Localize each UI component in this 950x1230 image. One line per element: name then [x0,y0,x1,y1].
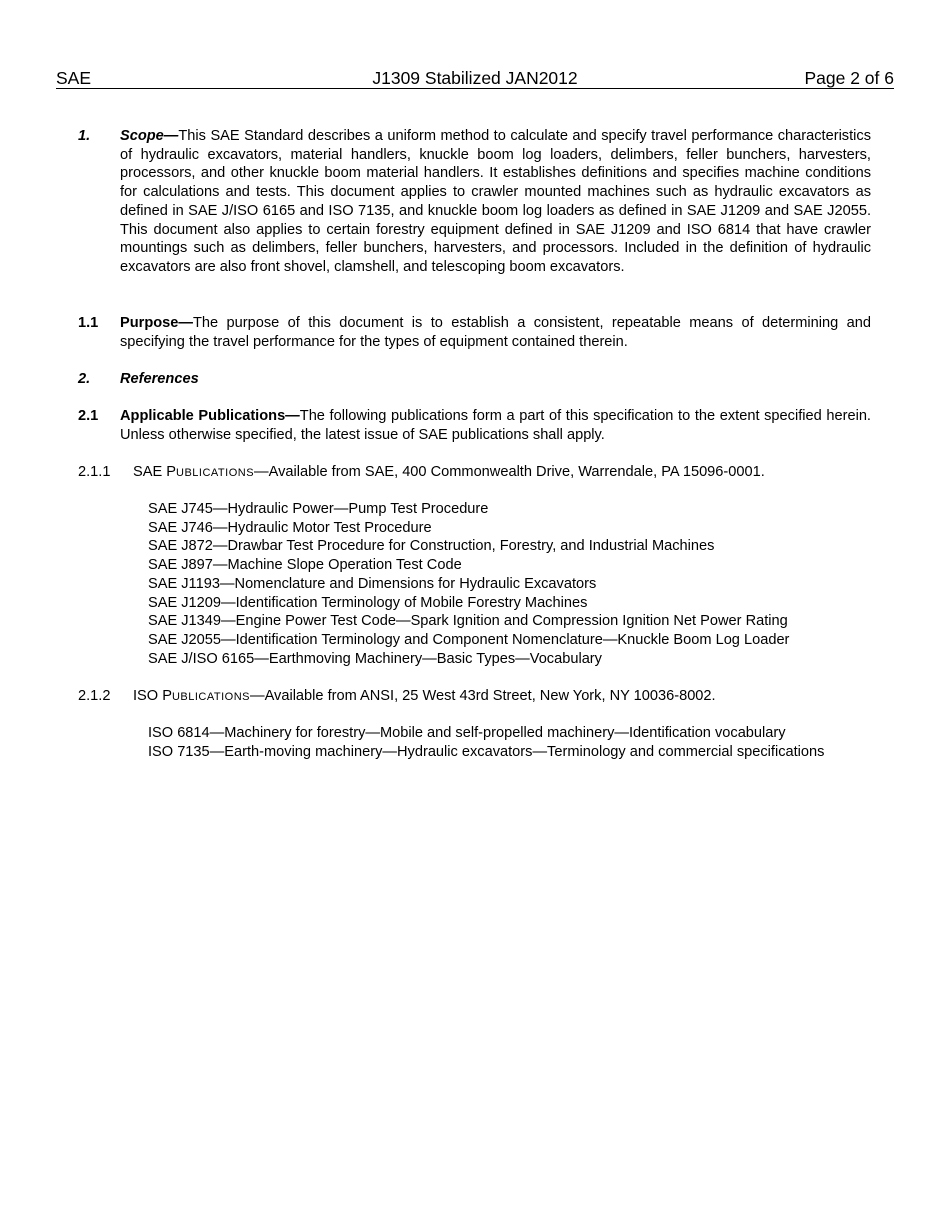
header-document-id: J1309 Stabilized JAN2012 [372,68,578,88]
publications-label-initial: ISO P [133,688,172,704]
section-number: 1. [78,128,91,144]
section-number: 1.1 [78,315,99,331]
section-text: The purpose of this document is to establish a consistent, repeatable means of determining and specifying the travel performance for the types of equipment contained therein. [120,315,871,350]
list-item: ISO 6814—Machinery for forestry—Mobile and self-propelled machinery—Identification vocabulary [148,725,786,741]
list-item: SAE J746—Hydraulic Motor Test Procedure [148,519,432,536]
section-text: The following publications form a part of this specification to the extent specified herein. Unless otherwise specified, the latest issue of SAE publications shall apply. [120,408,871,443]
section-number: 2.1 [78,408,99,424]
section-sae-publications [78,463,878,483]
list-item: ISO 7135—Earth-moving machinery—Hydraulic excavators—Terminology and commercial specifications [148,743,825,760]
publications-label-rest: UBLICATIONS [176,467,255,479]
section-iso-publications [78,687,878,707]
section-references [78,370,871,389]
section-text: This SAE Standard describes a uniform method to calculate and specify travel performance characteristics of hydraulic excavators, material handlers, knuckle boom log loaders, delimbers, feller bunchers, harvesters, processors, and other knuckle boom material handlers. It establishes definitions and specifies machine conditions for calculations and tests. This document applies to crawler mounted machines such as hydraulic excavators as defined in SAE J/ISO 6165 and ISO 7135, and knuckle boom log loaders as defined in SAE J1209 and SAE J2055. This document also applies to certain forestry equipment defined in SAE J1209 and ISO 6814 that have crawler mountings such as delimbers, feller bunchers, harvesters, and processors. Included in the definition of hydraulic excavators are also front shovel, clamshell, and telescoping boom excavators. [120,128,871,275]
list-item: SAE J897—Machine Slope Operation Test Code [148,557,462,574]
publications-source: —Available from SAE, 400 Commonwealth Drive, Warrendale, PA 15096-0001. [254,464,765,480]
list-item: SAE J2055—Identification Terminology and Component Nomenclature—Knuckle Boom Log Loader [148,631,790,648]
iso-publication-list [148,724,878,761]
section-scope [78,127,871,277]
page-header [56,68,894,89]
section-heading: Scope— [120,128,179,144]
list-item: SAE J1193—Nomenclature and Dimensions for Hydraulic Excavators [148,575,597,592]
list-item: SAE J1209—Identification Terminology of Mobile Forestry Machines [148,594,588,611]
publications-label-rest: UBLICATIONS [171,691,250,703]
section-heading: References [120,371,199,387]
section-number: 2.1.2 [78,688,111,704]
section-heading: Purpose— [120,315,193,331]
section-applicable-publications [78,407,871,444]
section-number: 2.1.1 [78,464,111,480]
list-item: SAE J745—Hydraulic Power—Pump Test Procedure [148,501,489,517]
header-org: SAE [56,68,92,88]
section-number: 2. [78,371,91,387]
publications-label-initial: SAE P [133,464,176,480]
publications-source: —Available from ANSI, 25 West 43rd Street, New York, NY 10036-8002. [249,688,716,704]
section-purpose [78,314,871,351]
list-item: SAE J872—Drawbar Test Procedure for Construction, Forestry, and Industrial Machines [148,538,715,555]
list-item: SAE J/ISO 6165—Earthmoving Machinery—Basic Types—Vocabulary [148,650,602,667]
header-page-number: Page 2 of 6 [804,68,894,88]
section-heading: Applicable Publications— [120,408,300,424]
list-item: SAE J1349—Engine Power Test Code—Spark Ignition and Compression Ignition Net Power Rating [148,613,788,630]
sae-publication-list [148,500,878,668]
